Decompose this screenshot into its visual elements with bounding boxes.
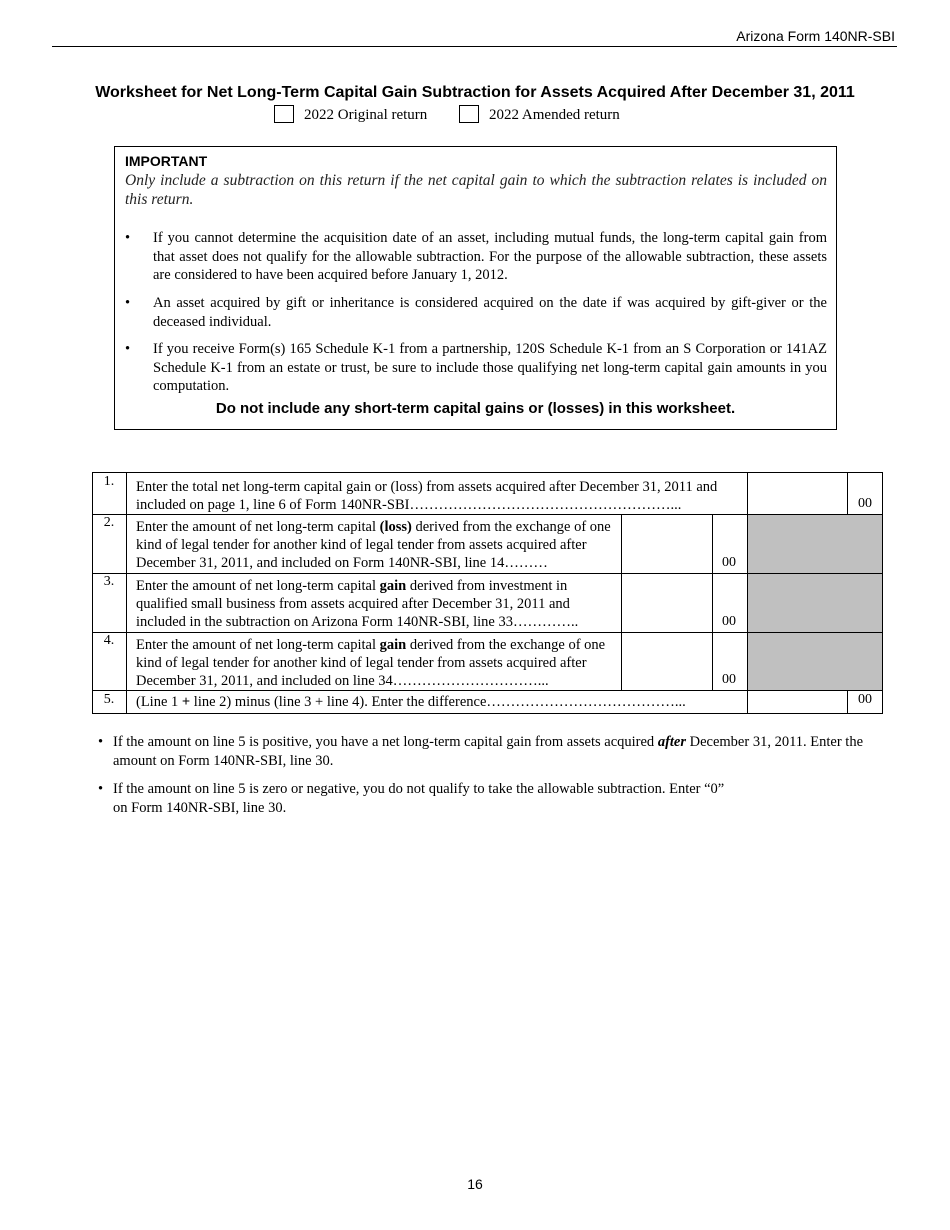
- line-2-amount-input[interactable]: [622, 515, 712, 573]
- line-5-amount-input[interactable]: [748, 691, 847, 713]
- bullet-icon: •: [98, 781, 104, 797]
- line-4-cents: 00: [722, 672, 736, 687]
- line-number: 2.: [103, 515, 115, 530]
- important-box: [114, 146, 837, 430]
- important-warning: Do not include any short-term capital gains or (losses) in this worksheet.: [215, 400, 736, 417]
- line-4-text: Enter the amount of net long-term capital gain derived from the exchange of one kind of legal tender for another kind of legal tender from assets acquired after December 31, 2011, and included on line 34…………………………...: [136, 637, 606, 689]
- page-number: 16: [467, 1176, 483, 1192]
- return-type-options: [0, 105, 950, 127]
- bullet-icon: •: [125, 295, 131, 311]
- important-heading: IMPORTANT: [125, 153, 208, 169]
- page-header: [52, 26, 897, 47]
- bullet-text: If you cannot determine the acquisition date of an asset, including mutual funds, the long-term capital gain from that asset does not qualify for the allowable subtraction. For the purpose of the allowable subtraction, these assets are considered to have been acquired before January 1, 2012.: [153, 230, 827, 283]
- original-return-checkbox[interactable]: [274, 105, 294, 123]
- line-number: 1.: [103, 474, 115, 489]
- line-5-text: (Line 1 + line 2) minus (line 3 + line 4). Enter the difference…………………………………...: [136, 694, 686, 710]
- bullet-icon: •: [125, 341, 131, 357]
- line-3-text: Enter the amount of net long-term capital gain derived from investment in qualified small business from assets acquired after December 31, 2011 and included in the subtraction on Arizona Form 140NR-SBI, line 33…………..: [136, 578, 579, 630]
- bullet-icon: •: [125, 230, 131, 246]
- worksheet-title: Worksheet for Net Long-Term Capital Gain Subtraction for Assets Acquired After December 31, 2011: [95, 84, 855, 101]
- line-3-amount-input[interactable]: [622, 574, 712, 632]
- line-number: 3.: [103, 574, 115, 589]
- line-2-cents: 00: [722, 555, 736, 570]
- line-1-text: Enter the total net long-term capital gain or (loss) from assets acquired after December 31, 2011 and included on page 1, line 6 of Form 140NR-SBI………………………………………………...: [136, 479, 718, 513]
- amended-return-label: 2022 Amended return: [489, 107, 620, 123]
- bullet-icon: •: [98, 734, 104, 750]
- line-1-amount-input[interactable]: [748, 473, 847, 514]
- worksheet-table: [92, 472, 883, 714]
- line-5-cents: 00: [858, 692, 872, 707]
- line-2-text: Enter the amount of net long-term capital (loss) derived from the exchange of one kind of legal tender for another kind of legal tender from assets acquired after December 31, 2011, and included on Form 140NR-SBI, line 14………: [136, 519, 611, 571]
- bullet-text: If you receive Form(s) 165 Schedule K-1 from a partnership, 120S Schedule K-1 from an S Corporation or 141AZ Schedule K-1 from an estate or trust, be sure to include those qualifying net long-term capital gain amounts in you computation.: [153, 341, 827, 394]
- line-3-cents: 00: [722, 614, 736, 629]
- shaded-cell: [748, 515, 883, 690]
- note-text: If the amount on line 5 is zero or negative, you do not qualify to take the allowable subtraction. Enter “0” on Form 140NR-SBI, line 30.: [113, 781, 725, 816]
- important-note: Only include a subtraction on this return if the net capital gain to which the subtraction relates is included on this return.: [125, 172, 827, 208]
- bullet-text: An asset acquired by gift or inheritance is considered acquired on the date if was acquired by gift-giver or the deceased individual.: [153, 295, 827, 330]
- amended-return-checkbox[interactable]: [459, 105, 479, 123]
- line-number: 4.: [103, 633, 115, 648]
- line-1-cents: 00: [858, 496, 872, 511]
- line-number: 5.: [103, 692, 115, 707]
- original-return-label: 2022 Original return: [304, 107, 428, 123]
- form-title: Arizona Form 140NR-SBI: [736, 28, 895, 44]
- note-text: If the amount on line 5 is positive, you have a net long-term capital gain from assets acquired after December 31, 2011. Enter the amount on Form 140NR-SBI, line 30.: [113, 734, 864, 769]
- line-4-amount-input[interactable]: [622, 633, 712, 690]
